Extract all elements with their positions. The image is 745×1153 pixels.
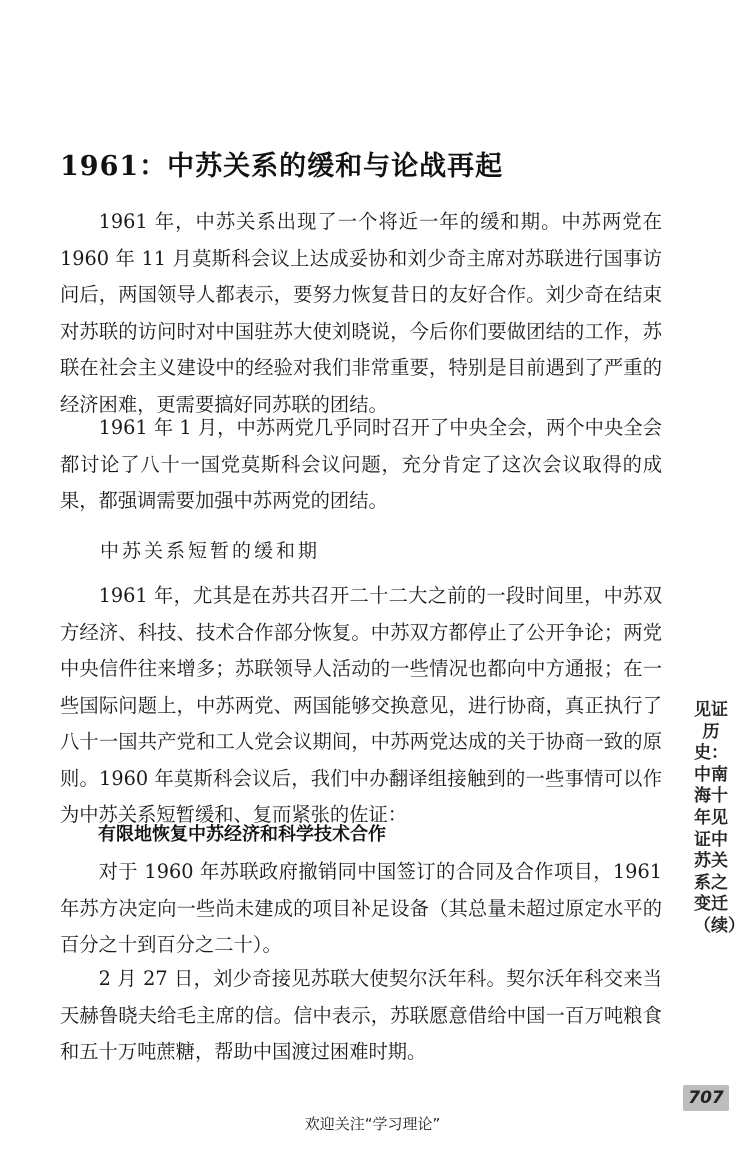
- body-paragraph-5: 2 月 27 日，刘少奇接见苏联大使契尔沃年科。契尔沃年科交来当天赫鲁晓夫给毛主席的信。信中表示，苏联愿意借给中国一百万吨粮食和五十万吨蔗糖，帮助中国渡过困难时期。: [60, 967, 662, 1063]
- body-paragraph-3: 1961 年，尤其是在苏共召开二十二大之前的一段时间里，中苏双方经济、科技、技术合作部分恢复。中苏双方都停止了公开争论；两党中央信件往来增多；苏联领导人活动的一些情况也都向中方通报；在一些国际问题上，中苏两党、两国能够交换意见，进行协商，真正执行了八十一国共产党和工人党会议期间，中苏两党达成的关于协商一致的原则。1960 年莫斯科会议后，我们中办翻译组接触到的一些事情可以作为中苏关系短暂缓和、复而紧张的佐证：: [60, 584, 662, 826]
- page-number: 707: [683, 1085, 729, 1111]
- chapter-title: 1961：中苏关系的缓和与论战再起: [60, 151, 504, 182]
- subheading: 有限地恢复中苏经济和科学技术合作: [98, 824, 386, 845]
- vertical-running-title: 见证历史：中南海十年见证中苏关系之变迁（续）: [694, 700, 745, 936]
- body-paragraph-1: 1961 年，中苏关系出现了一个将近一年的缓和期。中苏两党在 1960 年 11 月莫斯科会议上达成妥协和刘少奇主席对苏联进行国事访问后，两国领导人都表示，要努力恢复昔日的友好合作。刘少奇在结束对苏联的访问时对中国驻苏大使刘晓说，今后你们要做团结的工作，苏联在社会主义建设中的经验对我们非常重要，特别是目前遇到了严重的经济困难，更需要搞好同苏联的团结。: [60, 210, 662, 416]
- body-paragraph-4: 对于 1960 年苏联政府撤销同中国签订的合同及合作项目，1961 年苏方决定向一些尚未建成的项目补足设备（其总量未超过原定水平的百分之十到百分之二十）。: [60, 860, 662, 956]
- section-heading: 中苏关系短暂的缓和期: [100, 540, 321, 562]
- body-paragraph-2: 1961 年 1 月，中苏两党几乎同时召开了中央全会，两个中央全会都讨论了八十一国党莫斯科会议问题，充分肯定了这次会议取得的成果，都强调需要加强中苏两党的团结。: [60, 416, 662, 512]
- footer-watermark-note: 欢迎关注“学习理论”: [304, 1115, 441, 1133]
